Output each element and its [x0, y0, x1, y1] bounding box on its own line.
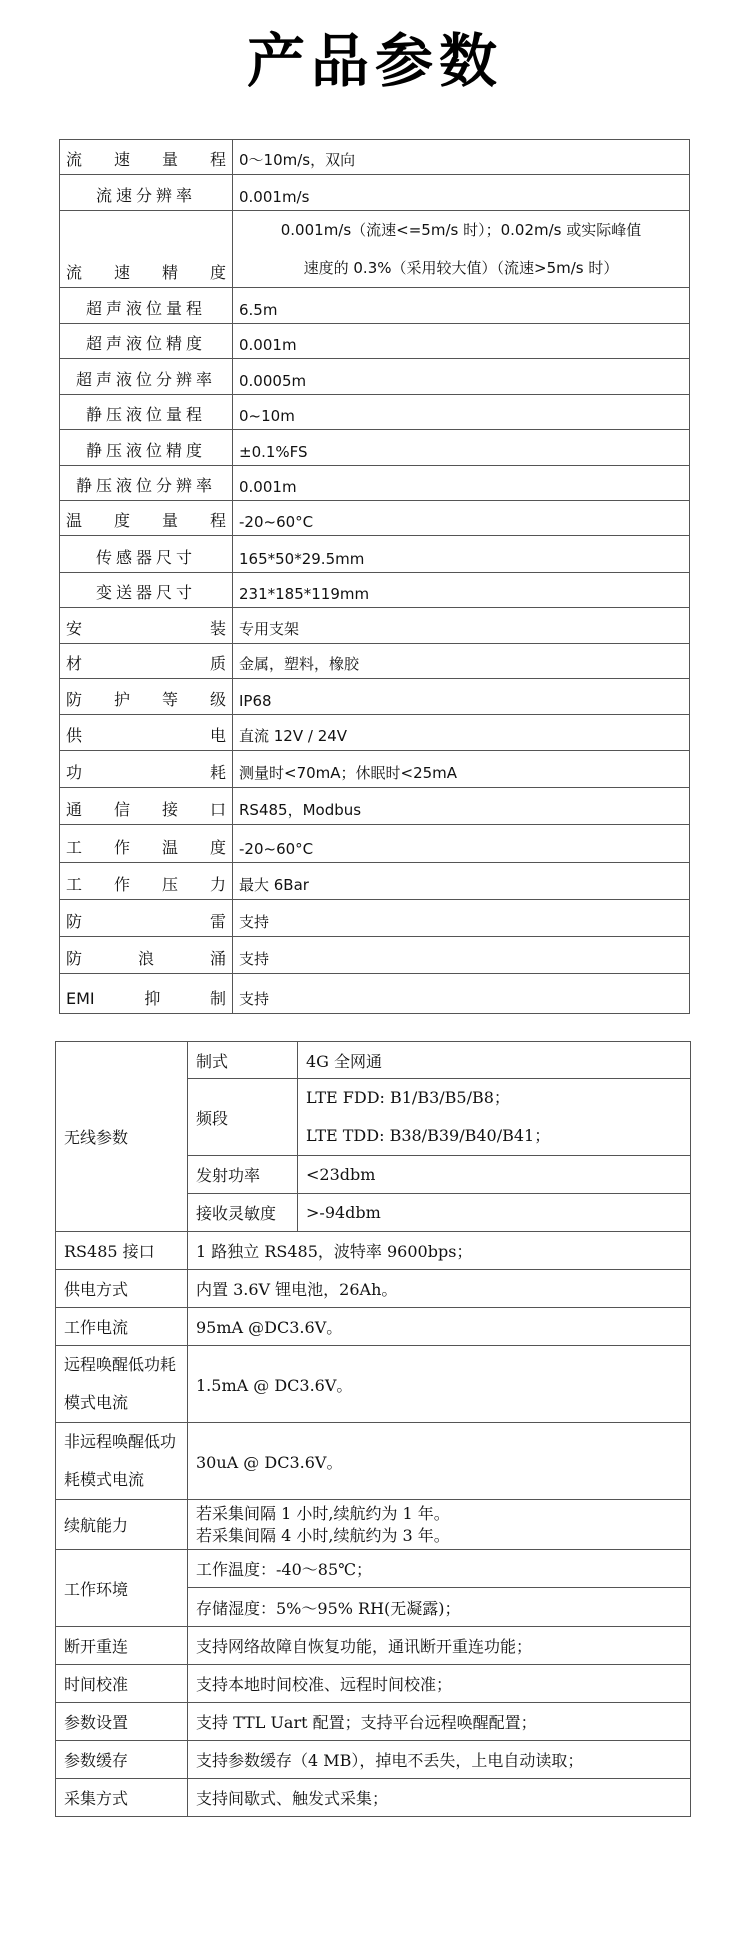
spec-label [60, 324, 233, 359]
spec-value: -20~60°C [233, 501, 690, 536]
spec-value: -20~60°C [233, 825, 690, 863]
spec-label-text: 工作温度 [66, 838, 226, 857]
table-row [56, 1550, 691, 1588]
spec-label [60, 573, 233, 608]
table-row [56, 1741, 691, 1779]
table-row [60, 140, 690, 175]
spec-value: 95mA @DC3.6V。 [188, 1308, 691, 1346]
table-row [60, 715, 690, 751]
spec-sublabel: 发射功率 [188, 1156, 298, 1194]
spec-label: 参数缓存 [56, 1741, 188, 1779]
spec-label [60, 608, 233, 644]
spec-label-text: 超声液位精度 [85, 334, 206, 353]
table-row [60, 863, 690, 900]
spec-label-text: 温度量程 [66, 511, 226, 530]
spec-label [60, 359, 233, 395]
spec-label-text: 防雷 [66, 912, 226, 931]
spec-value: 支持 TTL Uart 配置；支持平台远程唤醒配置； [188, 1703, 691, 1741]
table-row [56, 1703, 691, 1741]
spec-value: 内置 3.6V 锂电池，26Ah。 [188, 1270, 691, 1308]
spec-label-text: EMI抑制 [66, 989, 226, 1008]
table-row [56, 1500, 691, 1550]
table-row [60, 974, 690, 1014]
spec-value: 测量时<70mA；休眠时<25mA [233, 751, 690, 788]
table-row [56, 1779, 691, 1817]
spec-label [60, 395, 233, 430]
page-title: 产品参数 [246, 27, 503, 95]
spec-label [60, 501, 233, 536]
spec-value: 工作温度：-40～85℃； [188, 1550, 691, 1588]
spec-sublabel: 制式 [188, 1042, 298, 1079]
table-row [60, 175, 690, 211]
spec-value-line: 速度的 0.3%（采用较大值）（流速>5m/s 时） [303, 259, 619, 277]
table-row [60, 536, 690, 573]
spec-label [60, 466, 233, 501]
spec-value: 直流 12V / 24V [233, 715, 690, 751]
spec-label-text: 流速精度 [66, 263, 226, 282]
spec-label-text: 流速量程 [66, 150, 226, 169]
spec-value: 0~10m [233, 395, 690, 430]
spec-value: 支持网络故障自恢复功能，通讯断开重连功能； [188, 1627, 691, 1665]
table-row [56, 1232, 691, 1270]
spec-label [60, 430, 233, 466]
spec-label [60, 863, 233, 900]
table-row [60, 608, 690, 644]
spec-label [60, 974, 233, 1014]
spec-value: 165*50*29.5mm [233, 536, 690, 573]
spec-value: 支持本地时间校准、远程时间校准； [188, 1665, 691, 1703]
spec-value: 存储湿度：5%～95% RH(无凝露)； [188, 1588, 691, 1627]
spec-value: 0.001m/s [233, 175, 690, 211]
spec-value: 专用支架 [233, 608, 690, 644]
spec-sublabel: 接收灵敏度 [188, 1194, 298, 1232]
spec-value: 0.0005m [233, 359, 690, 395]
spec-label-text: 静压液位分辨率 [75, 476, 216, 495]
spec-value: 支持 [233, 900, 690, 937]
spec-value: 支持 [233, 974, 690, 1014]
spec-value: 支持 [233, 937, 690, 974]
spec-label-text: 变送器尺寸 [95, 583, 196, 602]
spec-label: 续航能力 [56, 1500, 188, 1550]
spec-label-text: 材质 [66, 654, 226, 673]
spec-label-text: 工作压力 [66, 875, 226, 894]
table-row [56, 1308, 691, 1346]
spec-label [60, 679, 233, 715]
sensor-spec-table [59, 139, 690, 1014]
spec-label-text: 功耗 [66, 763, 226, 782]
table-row [60, 430, 690, 466]
spec-label [60, 644, 233, 679]
table-row [56, 1423, 691, 1500]
spec-label: 工作电流 [56, 1308, 188, 1346]
spec-label [60, 140, 233, 175]
table-row [60, 359, 690, 395]
spec-label [60, 175, 233, 211]
spec-value: ±0.1%FS [233, 430, 690, 466]
table-row [60, 751, 690, 788]
table-row [56, 1270, 691, 1308]
spec-label: 断开重连 [56, 1627, 188, 1665]
spec-value: 6.5m [233, 288, 690, 324]
spec-label: 采集方式 [56, 1779, 188, 1817]
spec-label-text: 流速分辨率 [95, 186, 196, 205]
spec-label [60, 715, 233, 751]
spec-label-text: 供电 [66, 726, 226, 745]
table-row [60, 324, 690, 359]
spec-label-text: 传感器尺寸 [95, 548, 196, 567]
spec-value: 0.001m [233, 466, 690, 501]
spec-label [60, 825, 233, 863]
spec-value: 231*185*119mm [233, 573, 690, 608]
spec-value: 30uA @ DC3.6V。 [188, 1423, 691, 1500]
spec-value: 0～10m/s，双向 [233, 140, 690, 175]
table-row [60, 900, 690, 937]
battery-line: 若采集间隔 1 小时,续航约为 1 年。 [196, 1503, 450, 1523]
table-row [56, 1627, 691, 1665]
wireless-spec-table [55, 1041, 691, 1817]
table-row [60, 288, 690, 324]
spec-value: 最大 6Bar [233, 863, 690, 900]
table-row [60, 395, 690, 430]
spec-value [233, 211, 690, 288]
spec-value: 支持参数缓存（4 MB），掉电不丢失，上电自动读取； [188, 1741, 691, 1779]
spec-label [60, 536, 233, 573]
spec-value: >-94dbm [298, 1194, 691, 1232]
spec-value [188, 1500, 691, 1550]
spec-label [60, 288, 233, 324]
spec-label: 工作环境 [56, 1550, 188, 1627]
spec-label: 供电方式 [56, 1270, 188, 1308]
spec-label-text: 防护等级 [66, 690, 226, 709]
spec-label: 远程唤醒低功耗模式电流 [56, 1346, 188, 1423]
band-fdd: LTE FDD: B1/B3/B5/B8； [306, 1088, 510, 1107]
battery-line: 若采集间隔 4 小时,续航约为 3 年。 [196, 1525, 450, 1545]
spec-label-text: 超声液位量程 [85, 299, 206, 318]
spec-value: 1.5mA @ DC3.6V。 [188, 1346, 691, 1423]
spec-label: RS485 接口 [56, 1232, 188, 1270]
spec-label [60, 900, 233, 937]
spec-value-line: 0.001m/s（流速<=5m/s 时）；0.02m/s 或实际峰值 [280, 221, 642, 239]
table-row [56, 1346, 691, 1423]
spec-label-text: 防浪涌 [66, 949, 226, 968]
spec-label-text: 通信接口 [66, 800, 226, 819]
table-row [60, 501, 690, 536]
table-row [56, 1042, 691, 1079]
spec-label: 非远程唤醒低功耗模式电流 [56, 1423, 188, 1500]
spec-label-text: 超声液位分辨率 [75, 370, 216, 389]
spec-label-text: 静压液位精度 [85, 441, 206, 460]
table-row [60, 937, 690, 974]
spec-label [60, 751, 233, 788]
spec-label: 参数设置 [56, 1703, 188, 1741]
spec-value: IP68 [233, 679, 690, 715]
spec-sublabel: 频段 [188, 1079, 298, 1156]
spec-value: RS485，Modbus [233, 788, 690, 825]
spec-value: 4G 全网通 [298, 1042, 691, 1079]
spec-label-text: 安装 [66, 619, 226, 638]
table-row [60, 211, 690, 288]
table-row [60, 679, 690, 715]
table-row [60, 644, 690, 679]
spec-label-text: 静压液位量程 [85, 405, 206, 424]
band-tdd: LTE TDD: B38/B39/B40/B41； [306, 1126, 551, 1145]
spec-value: 金属，塑料，橡胶 [233, 644, 690, 679]
spec-label [60, 788, 233, 825]
spec-value [298, 1079, 691, 1156]
spec-label: 无线参数 [56, 1042, 188, 1232]
table-row [60, 466, 690, 501]
table-row [60, 788, 690, 825]
spec-value: 0.001m [233, 324, 690, 359]
spec-value: 1 路独立 RS485，波特率 9600bps； [188, 1232, 691, 1270]
spec-label [60, 211, 233, 288]
table-row [60, 573, 690, 608]
spec-label: 时间校准 [56, 1665, 188, 1703]
table-row [60, 825, 690, 863]
spec-value: <23dbm [298, 1156, 691, 1194]
spec-value: 支持间歇式、触发式采集； [188, 1779, 691, 1817]
spec-label [60, 937, 233, 974]
table-row [56, 1665, 691, 1703]
